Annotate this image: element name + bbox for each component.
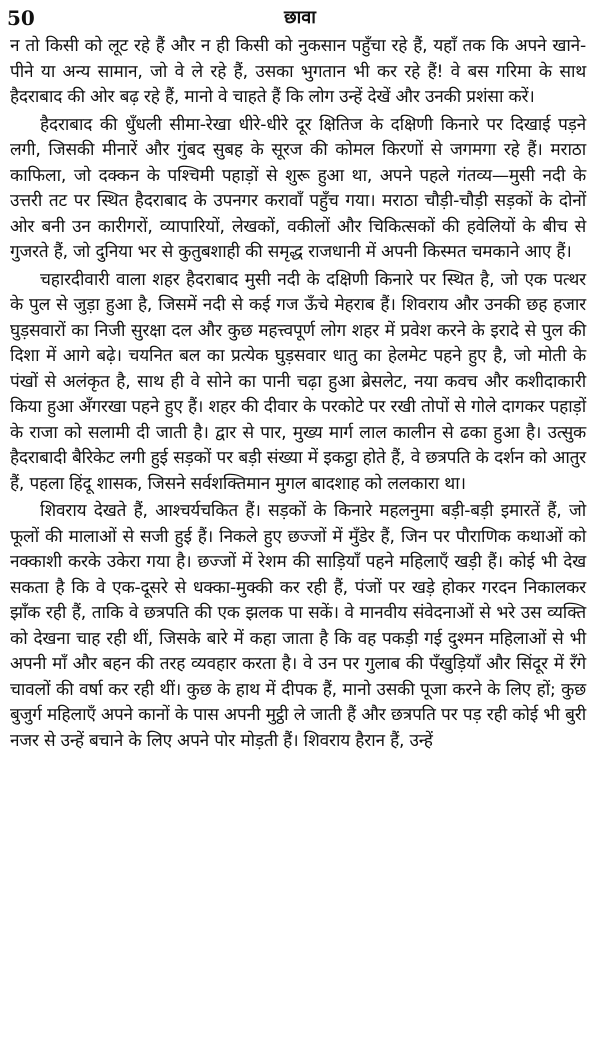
page-number: 50 xyxy=(7,6,35,30)
paragraph: चहारदीवारी वाला शहर हैदराबाद मुसी नदी के दक्षिणी किनारे पर स्थित है, जो एक पत्थर के पुल से जुड़ा हुआ है, जिसमें नदी से कई गज ऊँचे मेहराब हैं। शिवराय और उनकी छह हजार घुड़सवारों का निजी सुरक्षा दल और कुछ महत्त्वपूर्ण लोग शहर में प्रवेश करने के इरादे से पुल की दिशा में आगे बढ़े। चयनित बल का प्रत्येक घुड़सवार धातु का हेलमेट पहने हुए है, जो मोती के पंखों से अलंकृत है, साथ ही वे सोने का पानी चढ़ा हुआ ब्रेसलेट, नया कवच और कशीदाकारी किया हुआ अँगरखा पहने हुए हैं। शहर की दीवार के परकोटे पर रखी तोपों से गोले दागकर पहाड़ों के राजा को सलामी दी जाती है। द्वार से पार, मुख्य मार्ग लाल कालीन से ढका हुआ है। उत्सुक हैदराबादी बैरिकेट लगी हुई सड़कों पर बड़ी संख्या में इकट्ठा होते हैं, वे छत्रपति के दर्शन को आतुर हैं, पहला हिंदू शासक, जिसने सर्वशक्तिमान मुगल बादशाह को ललकारा था। xyxy=(10,269,586,494)
running-title: छावा xyxy=(284,7,316,28)
paragraph: हैदराबाद की धुँधली सीमा-रेखा धीरे-धीरे दूर क्षितिज के दक्षिणी किनारे पर दिखाई पड़ने लगी, जिसकी मीनारें और गुंबद सुबह के सूरज की कोमल किरणों से जगमगा रहे हैं। मराठा काफिला, जो दक्कन के पश्चिमी पहाड़ों से शुरू हुआ था, अपने पहले गंतव्य—मुसी नदी के उत्तरी तट पर स्थित हैदराबाद के उपनगर करावाँ पहुँच गया। मराठा चौड़ी-चौड़ी सड़कों के दोनों ओर बनी उन कारीगरों, व्यापारियों, लेखकों, वकीलों और चिकित्सकों की हवेलियों के बीच से गुजरते हैं, जो दुनिया भर से कुतुबशाही की समृद्ध राजधानी में अपनी किस्मत चमकाने आए हैं। xyxy=(10,114,586,262)
paragraph-continuation: न तो किसी को लूट रहे हैं और न ही किसी को नुकसान पहुँचा रहे हैं, यहाँ तक कि अपने खाने-पीने या अन्य सामान, जो वे ले रहे हैं, उसका भुगतान भी कर रहे हैं! वे बस गरिमा के साथ हैदराबाद की ओर बढ़ रहे हैं, मानो वे चाहते हैं कि लोग उन्हें देखें और उनकी प्रशंसा करें। xyxy=(10,36,586,107)
paragraph: शिवराय देखते हैं, आश्चर्यचकित हैं। सड़कों के किनारे महलनुमा बड़ी-बड़ी इमारतें हैं, जो फूलों की मालाओं से सजी हुई हैं। निकले हुए छज्जों में मुँडेर हैं, जिन पर पौराणिक कथाओं को नक्काशी करके उकेरा गया है। छज्जों में रेशम की साड़ियाँ पहने महिलाएँ खड़ी हैं। कोई भी देख सकता है कि वे एक-दूसरे से धक्का-मुक्की कर रही हैं, पंजों पर खड़े होकर गरदन निकालकर झाँक रही हैं, ताकि वे छत्रपति की एक झलक पा सकें। वे मानवीय संवेदनाओं से भरे उस व्यक्ति को देखना चाह रही थीं, जिसके बारे में कहा जाता है कि वह पकड़ी गई दुश्मन महिलाओं से भी अपनी माँ और बहन की तरह व्यवहार करता है। वे उन पर गुलाब की पँखुड़ियाँ और सिंदूर में रँगे चावलों की वर्षा कर रही थीं। कुछ के हाथ में दीपक हैं, मानो उसकी पूजा करने के लिए हों; कुछ बुजुर्ग महिलाएँ अपने कानों के पास अपनी मुट्ठी ले जाती हैं और छत्रपति पर पड़ रही कोई भी बुरी नजर से उन्हें बचाने के लिए अपने पोर मोड़ती हैं। शिवराय हैरान हैं, उन्हें xyxy=(10,501,586,751)
body-text xyxy=(10,34,586,754)
